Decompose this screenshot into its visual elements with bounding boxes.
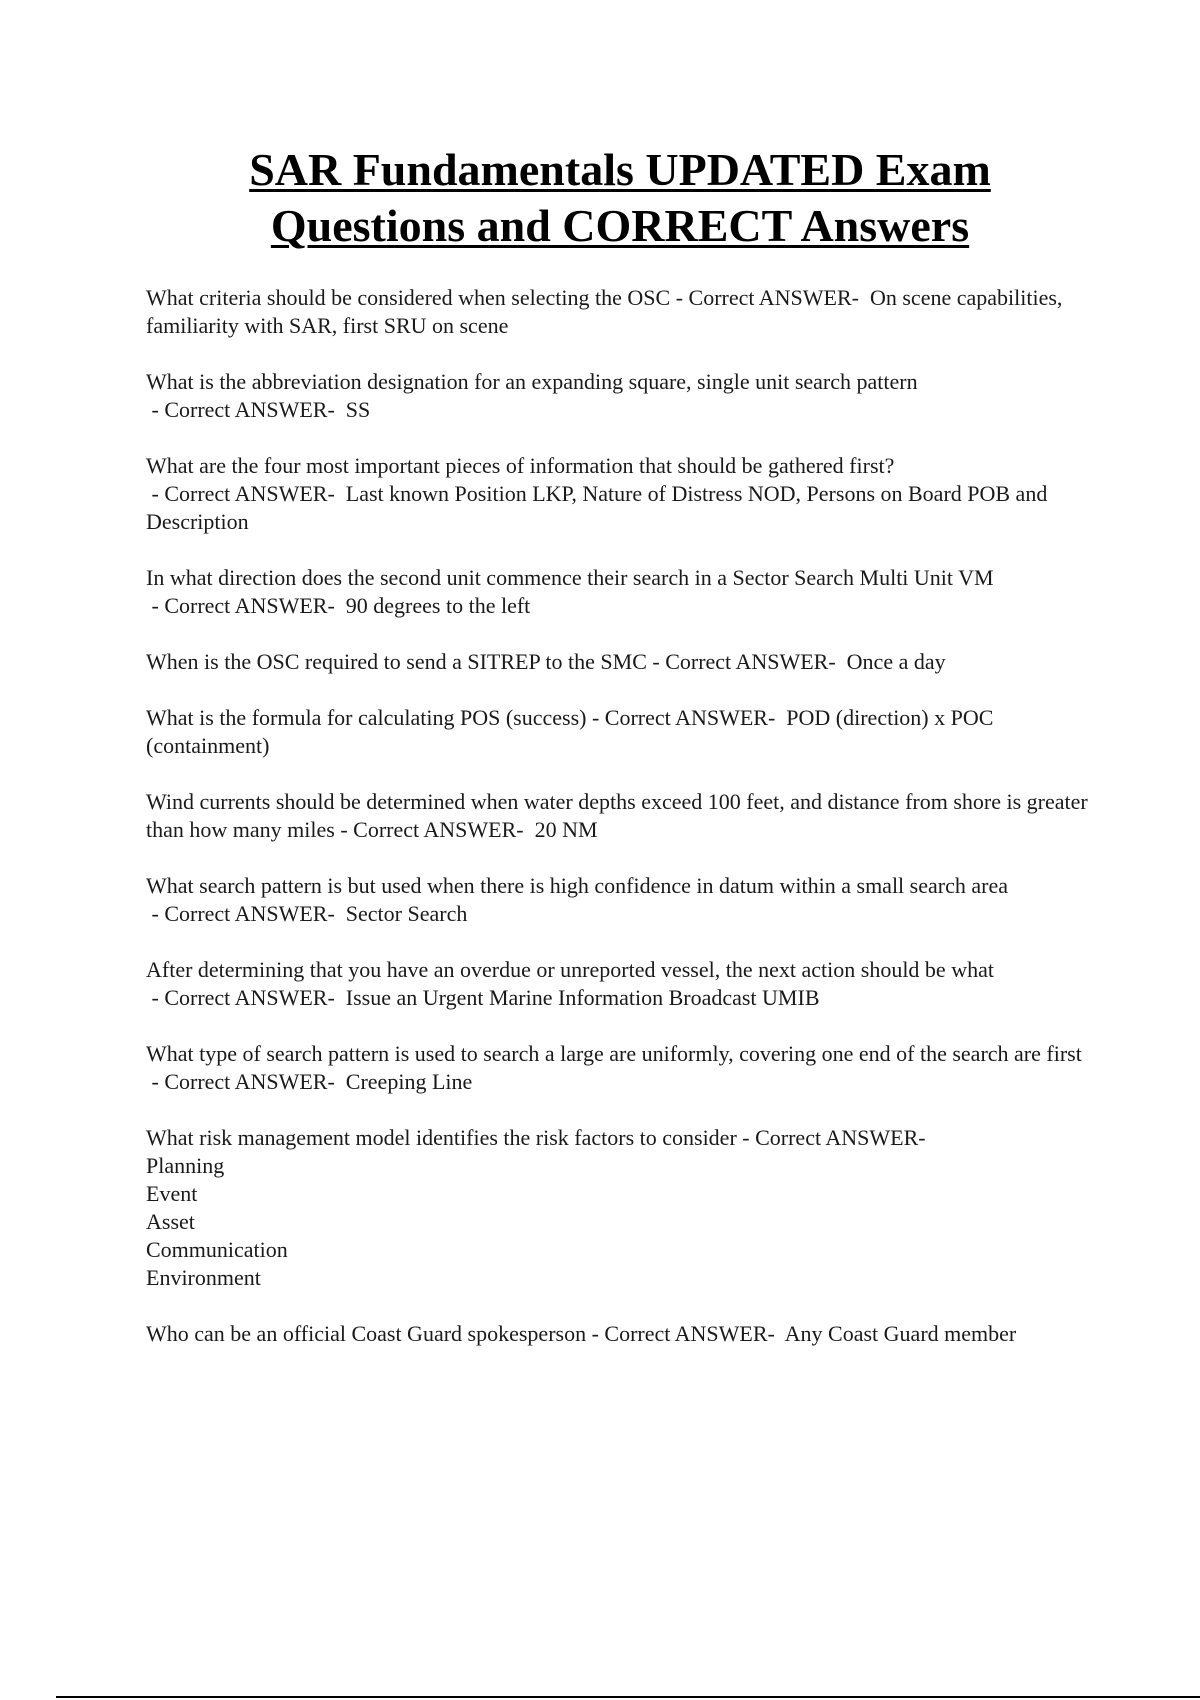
answer-list: [146, 1152, 1096, 1292]
answer-separator: - Correct ANSWER-: [146, 901, 346, 926]
qa-item: [146, 284, 1096, 340]
qa-item: [146, 368, 1096, 424]
answer-text: Issue an Urgent Marine Information Broadcast UMIB: [345, 985, 820, 1010]
answer-separator: - Correct ANSWER-: [146, 593, 346, 618]
answer-separator: - Correct ANSWER-: [670, 285, 870, 310]
title-line-2: Questions and CORRECT Answers: [270, 200, 970, 251]
qa-list: [146, 284, 1096, 1376]
question-text: Who can be an official Coast Guard spokesperson: [146, 1321, 587, 1346]
answer-text: 20 NM: [534, 817, 598, 842]
answer-text: Last known Position LKP, Nature of Distress NOD, Persons on Board POB and Description: [146, 481, 1048, 534]
bottom-rule: [56, 1696, 1200, 1698]
answer-separator: - Correct ANSWER-: [736, 1125, 926, 1150]
question-text: When is the OSC required to send a SITREP to the SMC: [146, 649, 647, 674]
answer-separator: - Correct ANSWER-: [586, 705, 787, 730]
answer-list-item: Communication: [146, 1237, 288, 1262]
qa-item: [146, 872, 1096, 928]
qa-item: [146, 452, 1096, 536]
qa-item: [146, 564, 1096, 620]
answer-separator: - Correct ANSWER-: [334, 817, 535, 842]
answer-text: Once a day: [846, 649, 946, 674]
qa-item: [146, 1320, 1096, 1348]
answer-separator: - Correct ANSWER-: [586, 1321, 785, 1346]
answer-list-item: Asset: [146, 1209, 195, 1234]
answer-list-item: Event: [146, 1181, 198, 1206]
question-text: What search pattern is but used when there is high confidence in datum within a small search area: [146, 873, 1008, 898]
answer-text: POD (direction) x POC (containment): [146, 705, 994, 758]
question-text: What risk management model identifies the risk factors to consider: [146, 1125, 737, 1150]
title-line-1: SAR Fundamentals UPDATED Exam: [249, 144, 991, 195]
qa-item: [146, 704, 1096, 760]
qa-item: [146, 956, 1096, 1012]
answer-text: 90 degrees to the left: [345, 593, 531, 618]
question-text: What is the formula for calculating POS (success): [146, 705, 587, 730]
answer-text: Sector Search: [345, 901, 468, 926]
document-title: [0, 142, 1200, 254]
answer-list-item: Environment: [146, 1265, 261, 1290]
question-text: What criteria should be considered when selecting the OSC: [146, 285, 671, 310]
answer-text: SS: [345, 397, 371, 422]
question-text: After determining that you have an overdue or unreported vessel, the next action should be what: [146, 957, 994, 982]
question-text: In what direction does the second unit commence their search in a Sector Search Multi Unit VM: [146, 565, 994, 590]
answer-separator: - Correct ANSWER-: [146, 481, 346, 506]
answer-text: Any Coast Guard member: [784, 1321, 1017, 1346]
answer-separator: - Correct ANSWER-: [146, 1069, 346, 1094]
answer-separator: - Correct ANSWER-: [146, 397, 346, 422]
answer-separator: - Correct ANSWER-: [146, 985, 346, 1010]
answer-text: Creeping Line: [345, 1069, 473, 1094]
answer-list-item: Planning: [146, 1153, 225, 1178]
answer-separator: - Correct ANSWER-: [646, 649, 847, 674]
question-text: Wind currents should be determined when water depths exceed 100 feet, and distance from shore is greater than how many miles: [146, 789, 1088, 842]
question-text: What are the four most important pieces of information that should be gathered first?: [146, 453, 895, 478]
qa-item: [146, 1040, 1096, 1096]
question-text: What type of search pattern is used to search a large are uniformly, covering one end of the search are first: [146, 1041, 1082, 1066]
question-text: What is the abbreviation designation for an expanding square, single unit search pattern: [146, 369, 918, 394]
qa-item: [146, 648, 1096, 676]
qa-item: [146, 788, 1096, 844]
answer-text: On scene capabilities, familiarity with SAR, first SRU on scene: [146, 285, 1063, 338]
qa-item: [146, 1124, 1096, 1292]
